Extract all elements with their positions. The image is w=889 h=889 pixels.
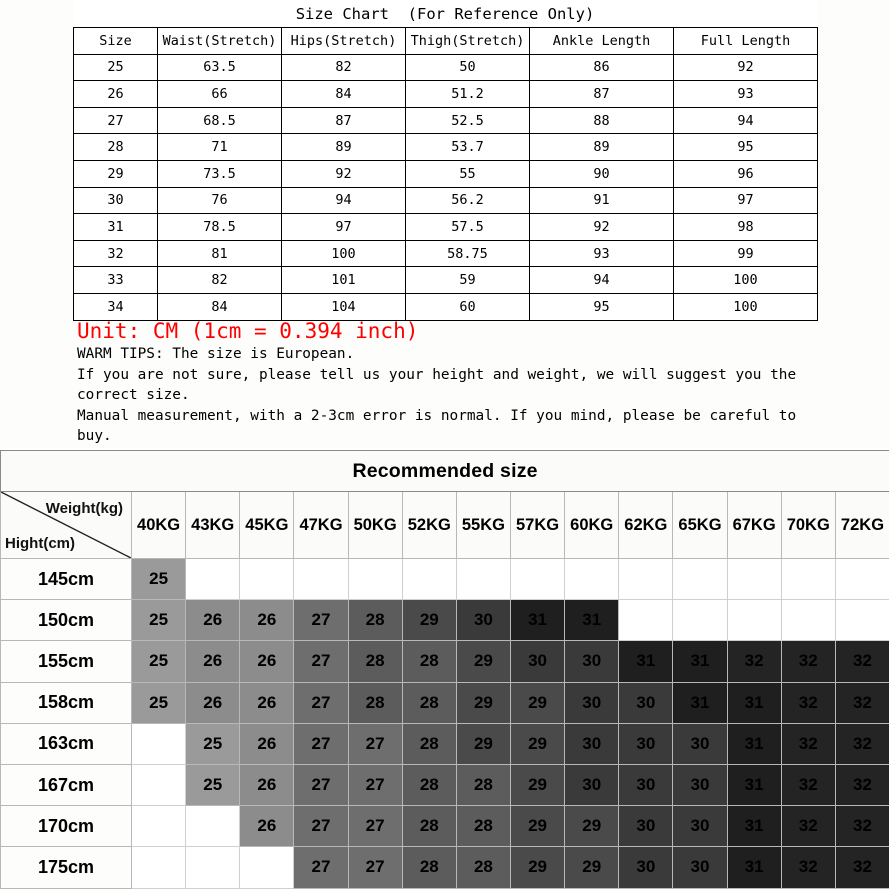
measurement-cell: 87 [282, 107, 406, 134]
recommended-size-table [0, 450, 889, 889]
measurement-cell: 90 [530, 160, 674, 187]
matrix-cell: 29 [510, 847, 564, 888]
matrix-cell: 32 [727, 641, 781, 682]
matrix-row [1, 806, 889, 847]
size-chart-col-header: Ankle Length [530, 28, 674, 55]
measurement-cell: 94 [530, 267, 674, 294]
size-value-cell: 32 [74, 240, 158, 267]
measurement-cell: 68.5 [158, 107, 282, 134]
matrix-cell-empty [619, 600, 673, 641]
matrix-cell: 26 [240, 682, 294, 723]
matrix-cell-empty [456, 559, 510, 600]
measurement-cell: 94 [282, 187, 406, 214]
size-chart-col-header: Size [74, 28, 158, 55]
matrix-cell-empty [132, 764, 186, 805]
measurement-cell: 76 [158, 187, 282, 214]
matrix-cell: 26 [240, 806, 294, 847]
weight-column-header: 45KG [240, 492, 294, 559]
matrix-cell: 30 [619, 682, 673, 723]
matrix-cell: 26 [240, 764, 294, 805]
matrix-cell: 28 [402, 806, 456, 847]
measurement-cell: 92 [282, 160, 406, 187]
measurement-cell: 97 [282, 214, 406, 241]
matrix-cell: 32 [835, 847, 889, 888]
measurement-cell: 96 [674, 160, 818, 187]
matrix-cell: 27 [294, 723, 348, 764]
matrix-cell: 31 [727, 682, 781, 723]
matrix-cell: 28 [402, 682, 456, 723]
matrix-cell: 29 [402, 600, 456, 641]
table-row [74, 214, 818, 241]
measurement-cell: 55 [406, 160, 530, 187]
matrix-cell: 30 [673, 847, 727, 888]
measurement-cell: 56.2 [406, 187, 530, 214]
size-value-cell: 25 [74, 54, 158, 81]
table-row [74, 54, 818, 81]
matrix-cell: 32 [781, 806, 835, 847]
weight-column-header: 62KG [619, 492, 673, 559]
matrix-cell: 28 [348, 600, 402, 641]
measurement-cell: 100 [282, 240, 406, 267]
measurement-cell: 95 [674, 134, 818, 161]
matrix-cell: 27 [294, 682, 348, 723]
weight-column-header: 40KG [132, 492, 186, 559]
measurement-cell: 66 [158, 81, 282, 108]
matrix-cell-empty [402, 559, 456, 600]
matrix-cell: 30 [565, 764, 619, 805]
measurement-cell: 81 [158, 240, 282, 267]
weight-column-header: 72KG [835, 492, 889, 559]
measurement-cell: 51.2 [406, 81, 530, 108]
size-value-cell: 27 [74, 107, 158, 134]
weight-column-header: 65KG [673, 492, 727, 559]
measurement-cell: 88 [530, 107, 674, 134]
measurement-cell: 53.7 [406, 134, 530, 161]
size-chart-table [73, 27, 818, 321]
measurement-cell: 58.75 [406, 240, 530, 267]
matrix-cell-empty [240, 559, 294, 600]
matrix-cell: 29 [510, 764, 564, 805]
measurement-cell: 89 [530, 134, 674, 161]
size-chart-body [74, 54, 818, 320]
measurement-cell: 100 [674, 293, 818, 320]
matrix-cell: 30 [565, 641, 619, 682]
matrix-cell-empty [727, 559, 781, 600]
matrix-cell: 28 [402, 847, 456, 888]
unit-note: Unit: CM (1cm = 0.394 inch) [77, 319, 419, 343]
matrix-row [1, 600, 889, 641]
matrix-cell: 31 [619, 641, 673, 682]
matrix-cell: 32 [781, 682, 835, 723]
weight-column-header: 57KG [510, 492, 564, 559]
table-row [74, 107, 818, 134]
size-chart-col-header: Thigh(Stretch) [406, 28, 530, 55]
matrix-cell-empty [673, 559, 727, 600]
matrix-cell-empty [835, 600, 889, 641]
measurement-cell: 73.5 [158, 160, 282, 187]
matrix-cell: 25 [186, 764, 240, 805]
height-axis-label: Hight(cm) [5, 535, 75, 552]
weight-column-header: 60KG [565, 492, 619, 559]
matrix-cell: 32 [835, 723, 889, 764]
matrix-cell: 27 [294, 806, 348, 847]
measurement-cell: 89 [282, 134, 406, 161]
matrix-cell: 29 [456, 641, 510, 682]
size-chart-col-header: Hips(Stretch) [282, 28, 406, 55]
size-value-cell: 31 [74, 214, 158, 241]
recommended-title-row [1, 451, 889, 492]
matrix-cell-empty [781, 600, 835, 641]
table-row [74, 240, 818, 267]
matrix-row [1, 764, 889, 805]
height-row-header: 155cm [1, 641, 132, 682]
matrix-cell: 29 [510, 806, 564, 847]
matrix-row [1, 641, 889, 682]
weight-column-header: 50KG [348, 492, 402, 559]
weight-column-header: 52KG [402, 492, 456, 559]
matrix-corner-header [1, 492, 132, 559]
matrix-cell: 26 [240, 723, 294, 764]
matrix-cell-empty [240, 847, 294, 888]
matrix-cell: 32 [781, 764, 835, 805]
matrix-cell: 29 [510, 723, 564, 764]
table-row [74, 160, 818, 187]
weight-axis-label: Weight(kg) [45, 500, 123, 517]
measurement-cell: 92 [530, 214, 674, 241]
size-value-cell: 30 [74, 187, 158, 214]
measurement-cell: 57.5 [406, 214, 530, 241]
matrix-cell: 31 [727, 764, 781, 805]
matrix-cell: 30 [619, 806, 673, 847]
matrix-cell: 30 [565, 682, 619, 723]
matrix-cell-empty [619, 559, 673, 600]
matrix-cell: 30 [510, 641, 564, 682]
matrix-cell: 26 [240, 641, 294, 682]
matrix-cell: 25 [132, 600, 186, 641]
height-row-header: 145cm [1, 559, 132, 600]
matrix-cell: 27 [348, 723, 402, 764]
size-value-cell: 28 [74, 134, 158, 161]
measurement-cell: 59 [406, 267, 530, 294]
matrix-cell-empty [294, 559, 348, 600]
weight-column-header: 67KG [727, 492, 781, 559]
measurement-cell: 98 [674, 214, 818, 241]
measurement-cell: 94 [674, 107, 818, 134]
matrix-row [1, 723, 889, 764]
table-row [74, 267, 818, 294]
matrix-cell: 31 [673, 641, 727, 682]
measurement-cell: 84 [282, 81, 406, 108]
measurement-cell: 99 [674, 240, 818, 267]
weight-column-header: 55KG [456, 492, 510, 559]
matrix-cell-empty [835, 559, 889, 600]
weight-column-header: 47KG [294, 492, 348, 559]
measurement-cell: 82 [282, 54, 406, 81]
matrix-cell-empty [132, 723, 186, 764]
matrix-cell-empty [186, 559, 240, 600]
matrix-cell: 29 [565, 806, 619, 847]
matrix-cell-empty [348, 559, 402, 600]
matrix-cell-empty [186, 806, 240, 847]
matrix-cell: 29 [565, 847, 619, 888]
matrix-cell: 29 [456, 682, 510, 723]
measurement-cell: 97 [674, 187, 818, 214]
matrix-cell: 27 [294, 847, 348, 888]
matrix-cell: 28 [456, 806, 510, 847]
matrix-cell: 30 [673, 764, 727, 805]
matrix-cell: 31 [673, 682, 727, 723]
measurement-cell: 82 [158, 267, 282, 294]
weight-column-header: 70KG [781, 492, 835, 559]
table-row [74, 187, 818, 214]
matrix-cell-empty [132, 806, 186, 847]
matrix-cell: 32 [835, 682, 889, 723]
size-value-cell: 33 [74, 267, 158, 294]
size-chart-header-row [74, 28, 818, 55]
matrix-cell: 32 [781, 723, 835, 764]
matrix-cell: 30 [619, 764, 673, 805]
measurement-cell: 91 [530, 187, 674, 214]
measurement-cell: 78.5 [158, 214, 282, 241]
measurement-cell: 104 [282, 293, 406, 320]
matrix-cell: 32 [835, 806, 889, 847]
size-chart-container [73, 0, 817, 321]
measurement-cell: 50 [406, 54, 530, 81]
matrix-row [1, 559, 889, 600]
matrix-cell: 28 [402, 641, 456, 682]
size-chart-title: Size Chart (For Reference Only) [295, 5, 595, 23]
matrix-row [1, 682, 889, 723]
matrix-cell: 25 [132, 559, 186, 600]
note-line-1: WARM TIPS: The size is European. [77, 346, 355, 362]
matrix-cell: 26 [186, 641, 240, 682]
matrix-cell-empty [727, 600, 781, 641]
matrix-cell: 32 [835, 764, 889, 805]
measurement-cell: 100 [674, 267, 818, 294]
measurement-cell: 52.5 [406, 107, 530, 134]
size-chart-col-header: Waist(Stretch) [158, 28, 282, 55]
matrix-cell: 31 [727, 847, 781, 888]
matrix-cell-empty [186, 847, 240, 888]
matrix-cell: 25 [132, 682, 186, 723]
matrix-cell: 26 [186, 600, 240, 641]
measurement-cell: 86 [530, 54, 674, 81]
height-row-header: 175cm [1, 847, 132, 888]
recommended-size-title: Recommended size [1, 451, 889, 492]
matrix-cell-empty [565, 559, 619, 600]
matrix-row [1, 847, 889, 888]
size-chart-col-header: Full Length [674, 28, 818, 55]
matrix-cell-empty [510, 559, 564, 600]
matrix-cell: 32 [781, 641, 835, 682]
matrix-cell: 31 [727, 723, 781, 764]
matrix-cell: 26 [186, 682, 240, 723]
measurement-cell: 95 [530, 293, 674, 320]
matrix-cell: 29 [510, 682, 564, 723]
matrix-cell: 28 [456, 847, 510, 888]
matrix-cell: 28 [402, 723, 456, 764]
matrix-cell: 27 [294, 600, 348, 641]
size-value-cell: 34 [74, 293, 158, 320]
matrix-cell: 29 [456, 723, 510, 764]
matrix-cell: 31 [510, 600, 564, 641]
note-line-3: Manual measurement, with a 2-3cm error is normal. If you mind, please be careful to buy. [77, 407, 805, 444]
matrix-cell: 28 [402, 764, 456, 805]
measurement-cell: 84 [158, 293, 282, 320]
measurement-cell: 101 [282, 267, 406, 294]
matrix-cell-empty [781, 559, 835, 600]
notes-block [73, 318, 817, 447]
table-row [74, 134, 818, 161]
height-row-header: 170cm [1, 806, 132, 847]
matrix-cell: 31 [565, 600, 619, 641]
table-row [74, 81, 818, 108]
matrix-cell: 32 [835, 641, 889, 682]
matrix-cell: 27 [294, 641, 348, 682]
matrix-cell: 28 [456, 764, 510, 805]
recommended-matrix-body [1, 559, 889, 889]
matrix-cell: 25 [132, 641, 186, 682]
matrix-cell: 26 [240, 600, 294, 641]
matrix-cell-empty [132, 847, 186, 888]
height-row-header: 158cm [1, 682, 132, 723]
matrix-cell: 32 [781, 847, 835, 888]
table-row [74, 293, 818, 320]
matrix-cell: 30 [673, 806, 727, 847]
matrix-cell: 28 [348, 641, 402, 682]
weight-column-header: 43KG [186, 492, 240, 559]
matrix-cell-empty [673, 600, 727, 641]
measurement-cell: 63.5 [158, 54, 282, 81]
matrix-cell: 28 [348, 682, 402, 723]
height-row-header: 150cm [1, 600, 132, 641]
measurement-cell: 92 [674, 54, 818, 81]
measurement-cell: 93 [674, 81, 818, 108]
measurement-cell: 87 [530, 81, 674, 108]
height-row-header: 163cm [1, 723, 132, 764]
measurement-cell: 60 [406, 293, 530, 320]
matrix-cell: 27 [348, 764, 402, 805]
note-line-2: If you are not sure, please tell us your height and weight, we will suggest you the correct size. [77, 366, 805, 403]
matrix-cell: 30 [565, 723, 619, 764]
matrix-cell: 30 [619, 847, 673, 888]
matrix-cell: 27 [348, 847, 402, 888]
matrix-cell: 30 [456, 600, 510, 641]
height-row-header: 167cm [1, 764, 132, 805]
matrix-cell: 27 [348, 806, 402, 847]
size-value-cell: 26 [74, 81, 158, 108]
matrix-cell: 30 [619, 723, 673, 764]
recommended-weight-header-row [1, 492, 889, 559]
matrix-cell: 31 [727, 806, 781, 847]
measurement-cell: 71 [158, 134, 282, 161]
measurement-cell: 93 [530, 240, 674, 267]
size-value-cell: 29 [74, 160, 158, 187]
recommended-size-panel [0, 450, 889, 889]
matrix-cell: 27 [294, 764, 348, 805]
matrix-cell: 30 [673, 723, 727, 764]
matrix-cell: 25 [186, 723, 240, 764]
